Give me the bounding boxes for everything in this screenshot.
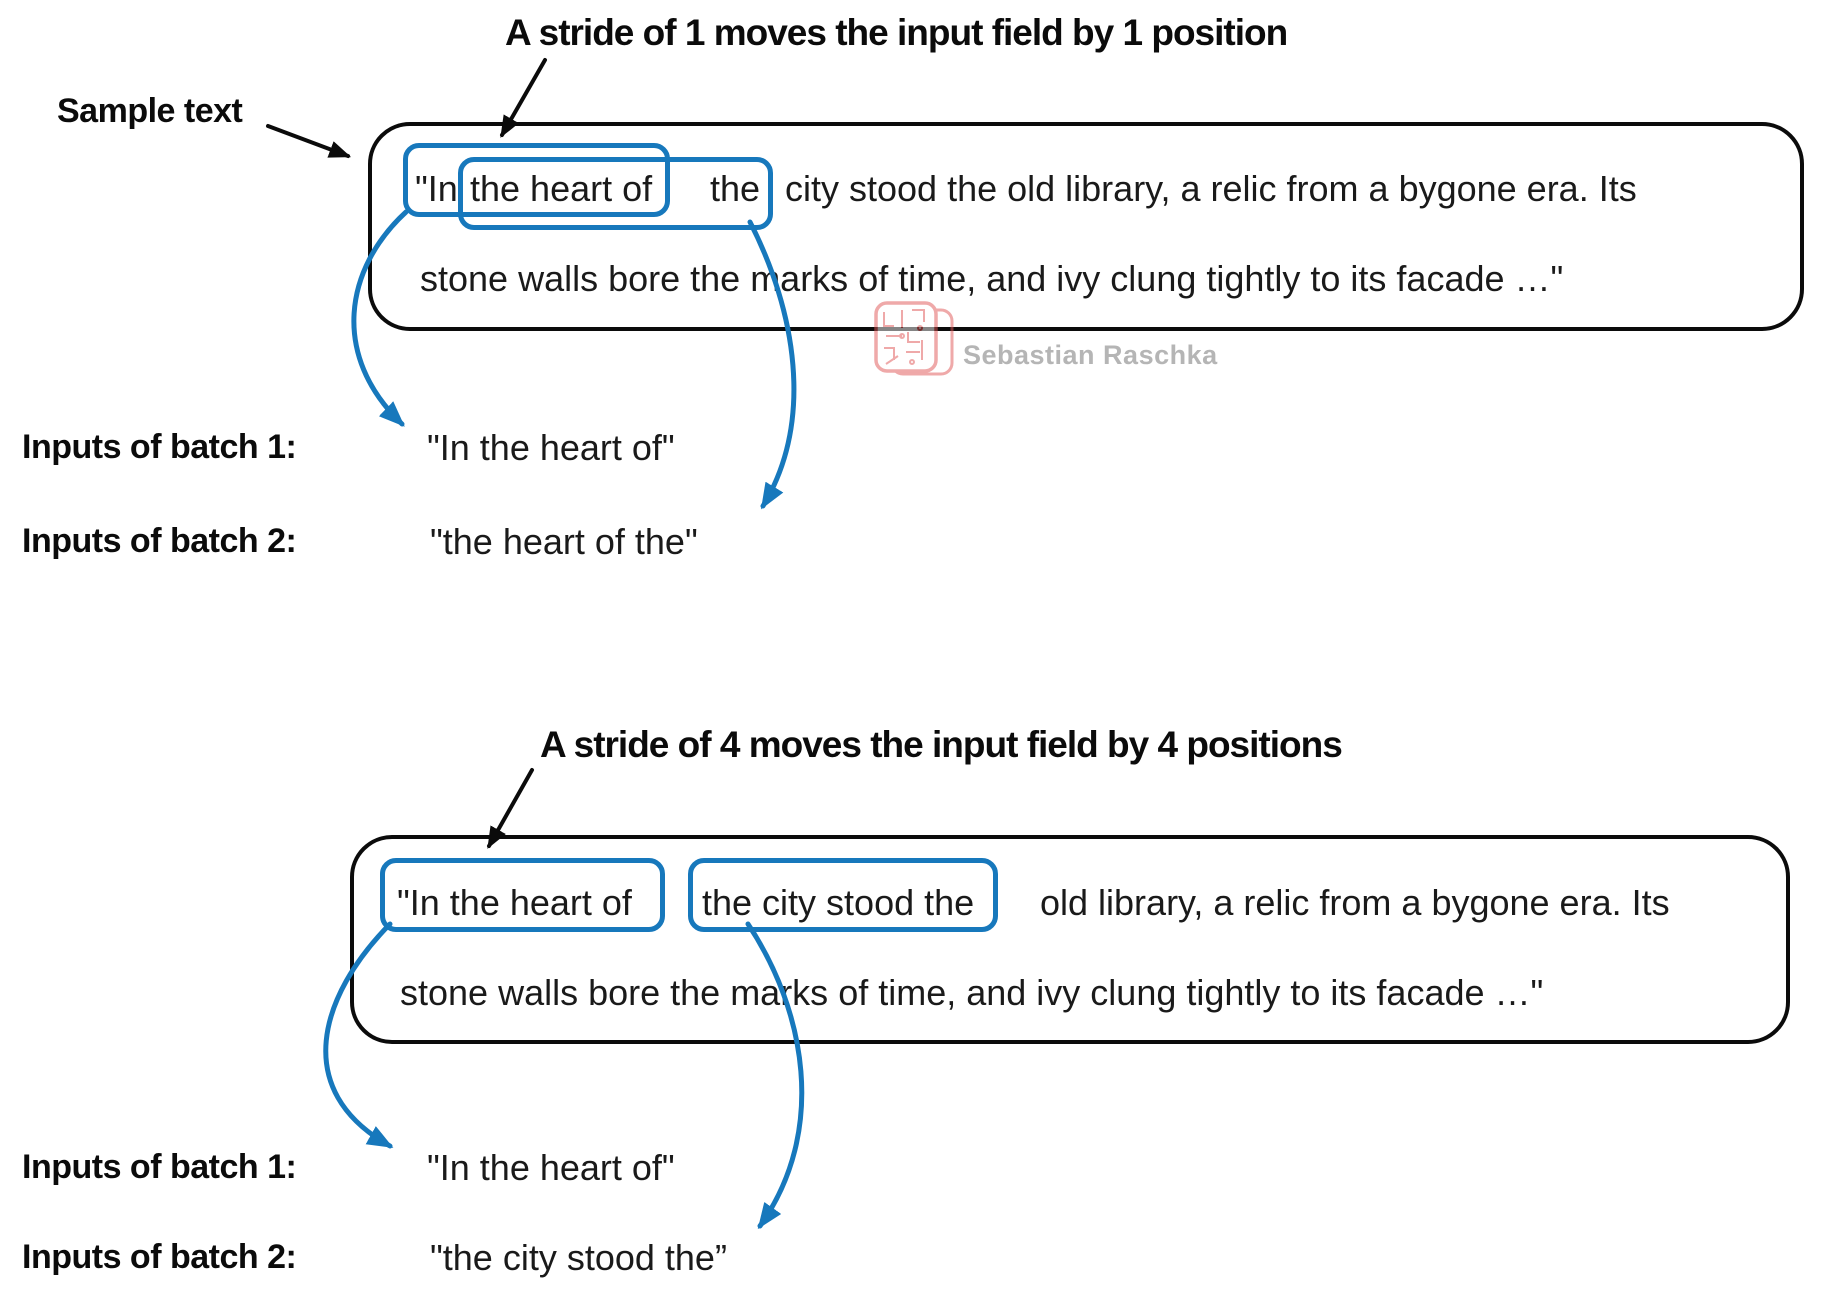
stride4-batch2-label: Inputs of batch 2: <box>22 1238 297 1276</box>
watermark-author: Sebastian Raschka <box>963 340 1218 370</box>
stride1-batch1-value: "In the heart of" <box>427 427 675 468</box>
stride1-batch2-value: "the heart of the" <box>430 521 698 562</box>
stride1-window2-box <box>458 157 773 230</box>
stride4-line1-rest: old library, a relic from a bygone era. Its <box>1040 882 1670 923</box>
stride4-window1-box <box>380 858 665 932</box>
stride1-line1-rest: city stood the old library, a relic from a bygone era. Its <box>785 168 1637 209</box>
stride1-batch2-label: Inputs of batch 2: <box>22 522 297 560</box>
stride1-line1-open: "In <box>415 168 458 209</box>
stride4-title: A stride of 4 moves the input field by 4 positions <box>540 724 1342 765</box>
raschka-stamp-icon <box>872 300 967 380</box>
sample-text-arrow <box>268 126 348 156</box>
stride1-line1-window1: the heart of <box>470 168 653 209</box>
stride4-batch2-value: "the city stood the” <box>430 1237 727 1278</box>
stride4-batch1-label: Inputs of batch 1: <box>22 1148 297 1186</box>
stride4-batch1-value: "In the heart of" <box>427 1147 675 1188</box>
stride4-line2: stone walls bore the marks of time, and ivy clung tightly to its facade …" <box>400 972 1544 1013</box>
stride1-batch1-label: Inputs of batch 1: <box>22 428 297 466</box>
stride1-line1-window2-extra: the <box>710 168 761 209</box>
stride4-window2-box <box>688 858 998 932</box>
sample-text-label: Sample text <box>57 92 243 130</box>
stride4-line1-window1: "In the heart of <box>397 882 632 923</box>
stride1-line2: stone walls bore the marks of time, and ivy clung tightly to its facade …" <box>420 258 1564 299</box>
stride4-line1-window2: the city stood the <box>702 882 975 923</box>
stride1-title: A stride of 1 moves the input field by 1 position <box>505 12 1288 53</box>
